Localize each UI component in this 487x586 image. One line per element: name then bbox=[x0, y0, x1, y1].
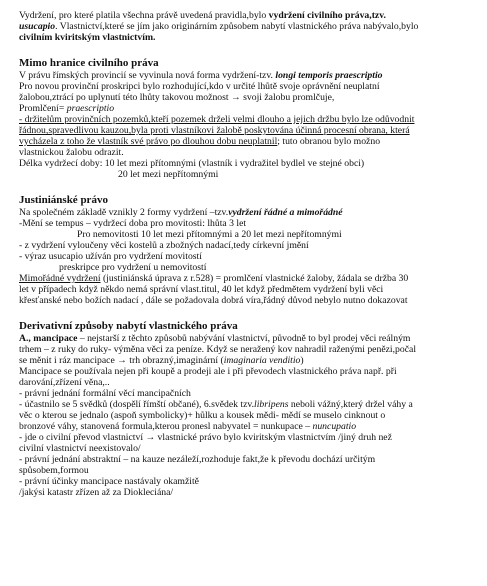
intro-line-3 bbox=[19, 32, 477, 43]
paragraph-line: Pro nemovitosti 10 let mezi přítomnými a 20 let mezi nepřítomnými bbox=[77, 229, 342, 240]
paragraph-line: trhem – z ruky do ruky- výměna věci za peníze. Když se neražený kov nahradil raženými penězi,počal bbox=[19, 344, 417, 355]
text: Na společném základě vznikly 2 formy vydržení –tzv. bbox=[19, 207, 229, 218]
paragraph-line: žalobou,ztrácí po uplynutí této lhůty takovou možnost → svoji žalobu promlčuje, bbox=[19, 92, 335, 103]
term: praescriptio bbox=[66, 103, 115, 114]
paragraph-line: Délka vydržecí doby: 10 let mezi přítomnými (vlastník i vydražitel bydlel ve stejné obci) bbox=[19, 158, 365, 169]
paragraph-line bbox=[19, 333, 477, 344]
term: imaginaria venditio bbox=[223, 355, 301, 366]
emphasis: vydržení civilního práva,tzv. bbox=[268, 10, 386, 21]
text: Mimořádné vydržení bbox=[19, 273, 101, 284]
section-heading: Justiniánské právo bbox=[19, 194, 108, 206]
paragraph-line: - držitelům provinčních pozemků,kteří pozemek drželi velmi dlouho a jejich držbu bylo lze odůvodnit bbox=[19, 114, 415, 125]
paragraph-line bbox=[19, 273, 477, 284]
paragraph-line: - z vydržení vyloučeny věci kostelů a zbožných nadací,tedy církevní jmění bbox=[19, 240, 309, 251]
paragraph-line bbox=[19, 355, 477, 366]
text: neboli vážný,který držel váhy a bbox=[288, 399, 413, 410]
term-usucapio: usucapio bbox=[19, 21, 56, 32]
paragraph-line: 20 let mezi nepřítomnými bbox=[118, 169, 219, 180]
paragraph-line: darování,zřízení věna,.. bbox=[19, 377, 110, 388]
term: longi temporis praescriptio bbox=[275, 70, 383, 81]
paragraph-line: preskripce pro vydržení u nemovitostí bbox=[59, 262, 207, 273]
text: Promlčení= bbox=[19, 103, 67, 114]
paragraph-line bbox=[19, 136, 477, 147]
paragraph-line bbox=[19, 103, 477, 114]
paragraph-line: věc o kterou se jednalo (aspoň symbolicky)+ hůlku a kousek mědi- mědí se muselo cinknout o bbox=[19, 410, 386, 421]
paragraph-line: - právní účinky mancipace nastávaly okamžitě bbox=[19, 476, 199, 487]
text: ; tuto obranou bylo možno bbox=[277, 136, 381, 147]
text: . Vlastnictví,které se jím jako originárním způsobem nabytí vlastnického práva nabývalo,bylo bbox=[55, 21, 419, 32]
paragraph-line bbox=[19, 70, 477, 81]
paragraph-line bbox=[19, 421, 477, 432]
paragraph-line: - právní jednání formální věcí mancipačních bbox=[19, 388, 191, 399]
intro-line-2 bbox=[19, 21, 477, 32]
text: – nejstarší z těchto způsobů nabývání vlastnictví, původně to byl prodej věci reálným bbox=[77, 333, 411, 344]
paragraph-line: - jde o civilní převod vlastnictví → vlastnické právo bylo kviritským vlastnictvím /jiný druh než bbox=[19, 432, 392, 443]
text: vycházela z toho že vlastník své právo po dlouhou dobu neuplatnil bbox=[19, 136, 278, 147]
term: A., mancipace bbox=[19, 333, 78, 344]
text: bronzové váhy, stanovená formula,kterou pronesl nabyvatel = nunkupace – bbox=[19, 421, 313, 432]
text: se měnit i ráz mancipace → trh obrazný,imaginární ( bbox=[19, 355, 224, 366]
paragraph-line: řádnou,spravedlivou kauzou,byla proti vlastníkovi žalobě poskytována účinná procesní obrana, která bbox=[19, 125, 410, 136]
text: (justiniánská úprava z r.528) = promlčení vlastnické žaloby, žádala se držba 30 bbox=[100, 273, 409, 284]
paragraph-line: - právní jednání abstraktní – na kauze nezáleží,rozhoduje fakt,že k převodu dochází určitým bbox=[19, 454, 376, 465]
term: libripens bbox=[254, 399, 289, 410]
paragraph-line: Mancipace se používala nejen při koupě a prodeji ale i při převodech vlastnického práva např. při bbox=[19, 366, 397, 377]
text: V právu římských provincií se vyvinula nová forma vydržení-tzv. bbox=[19, 70, 276, 81]
section-heading: Mimo hranice civilního práva bbox=[19, 57, 159, 69]
paragraph-line: křesťanské nebo božích nadací , dále se požadovala dobrá víra,řádný důvod nebylo nutno dokazovat bbox=[19, 295, 408, 306]
emphasis: civilním kviritským vlastnictvím. bbox=[19, 32, 156, 43]
paragraph-line: -Mění se tempus – vydržecí doba pro movitosti: lhůta 3 let bbox=[19, 218, 247, 229]
paragraph-line: civilní vlastnictví neexistovalo/ bbox=[19, 443, 141, 454]
section-heading: Derivativní způsoby nabytí vlastnického práva bbox=[19, 320, 238, 332]
paragraph-line: vlastnickou žalobu odrazit. bbox=[19, 147, 124, 158]
text: - účastnilo se 5 svědků (dospělí římští občané), 6.svědek tzv. bbox=[19, 399, 255, 410]
paragraph-line bbox=[19, 207, 477, 218]
text: ) bbox=[300, 355, 304, 366]
paragraph-line: let v případech když někdo nemá správní vlast.titul, 40 let když předmětem vydržení byli věci bbox=[19, 284, 384, 295]
paragraph-line bbox=[19, 399, 477, 410]
text: Vydržení, pro které platila všechna právě uvedená pravidla,bylo bbox=[19, 10, 269, 21]
paragraph-line: spůsobem,formou bbox=[19, 465, 89, 476]
paragraph-line: /jakýsi katastr zřízen až za Diokleciána/ bbox=[19, 487, 174, 498]
term: nuncupatio bbox=[312, 421, 357, 432]
intro-line-1 bbox=[19, 10, 477, 21]
paragraph-line: Pro novou provinční proskripci bylo rozhodující,kdo v určité lhůtě svoje oprávnění neuplatní bbox=[19, 81, 380, 92]
term: vydržení řádné a mimořádné bbox=[228, 207, 343, 218]
paragraph-line: - výraz usucapio užíván pro vydržení movitostí bbox=[19, 251, 202, 262]
